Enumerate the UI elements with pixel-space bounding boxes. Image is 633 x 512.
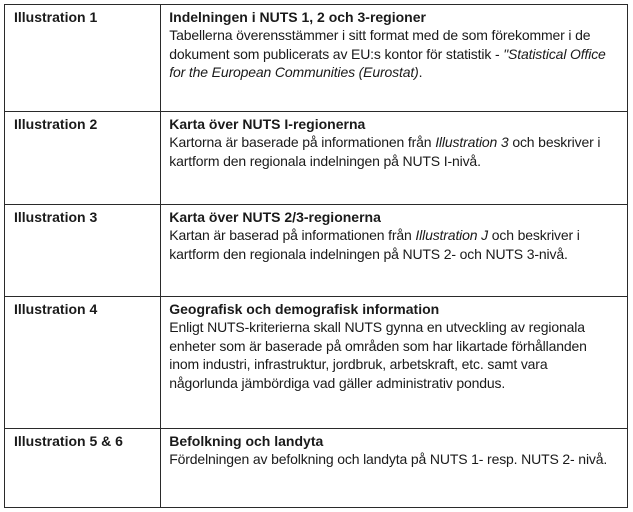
table-row — [5, 5, 628, 112]
illustration-label: Illustration 3 — [5, 205, 161, 297]
table-row — [5, 112, 628, 205]
table-row — [5, 205, 628, 297]
illustration-text: Kartorna är baserade på informationen från Illustration 3 och beskriver i kartform den regionala indelningen på NUTS I-nivå. — [169, 134, 601, 169]
illustration-description — [161, 205, 628, 297]
illustration-title: Geografisk och demografisk information — [169, 301, 440, 317]
illustration-description — [161, 5, 628, 112]
illustration-text: Kartan är baserad på informationen från Illustration J och beskriver i kartform den regionala indelningen på NUTS 2- och NUTS 3-nivå. — [169, 227, 580, 262]
table-row — [5, 297, 628, 429]
illustration-title: Indelningen i NUTS 1, 2 och 3-regioner — [169, 9, 426, 25]
illustration-label: Illustration 1 — [5, 5, 161, 112]
illustration-title: Karta över NUTS 2/3-regionerna — [169, 209, 381, 225]
illustration-label: Illustration 2 — [5, 112, 161, 205]
illustration-text: Tabellerna överensstämmer i sitt format med de som förekommer i de dokument som publicerats av EU:s kontor för statistik - "Statistical Office for the European Communities (Eurostat). — [169, 27, 606, 81]
illustration-title: Karta över NUTS I-regionerna — [169, 116, 366, 132]
illustration-text: Fördelningen av befolkning och landyta på NUTS 1- resp. NUTS 2- nivå. — [169, 451, 608, 468]
illustration-description — [161, 112, 628, 205]
illustration-text: Enligt NUTS-kriterierna skall NUTS gynna en utveckling av regionala enheter som är baserade på områden som har likartade förhållanden inom industri, infrastruktur, jordbruk, arbetskraft, etc. samt vara någorlunda jämbördiga vad gäller administrativ pondus. — [169, 319, 587, 391]
illustration-description — [161, 429, 628, 508]
illustration-title: Befolkning och landyta — [169, 433, 324, 449]
table-row — [5, 429, 628, 508]
illustration-description — [161, 297, 628, 429]
illustration-label: Illustration 5 & 6 — [5, 429, 161, 508]
illustration-label: Illustration 4 — [5, 297, 161, 429]
illustrations-table — [4, 4, 628, 508]
